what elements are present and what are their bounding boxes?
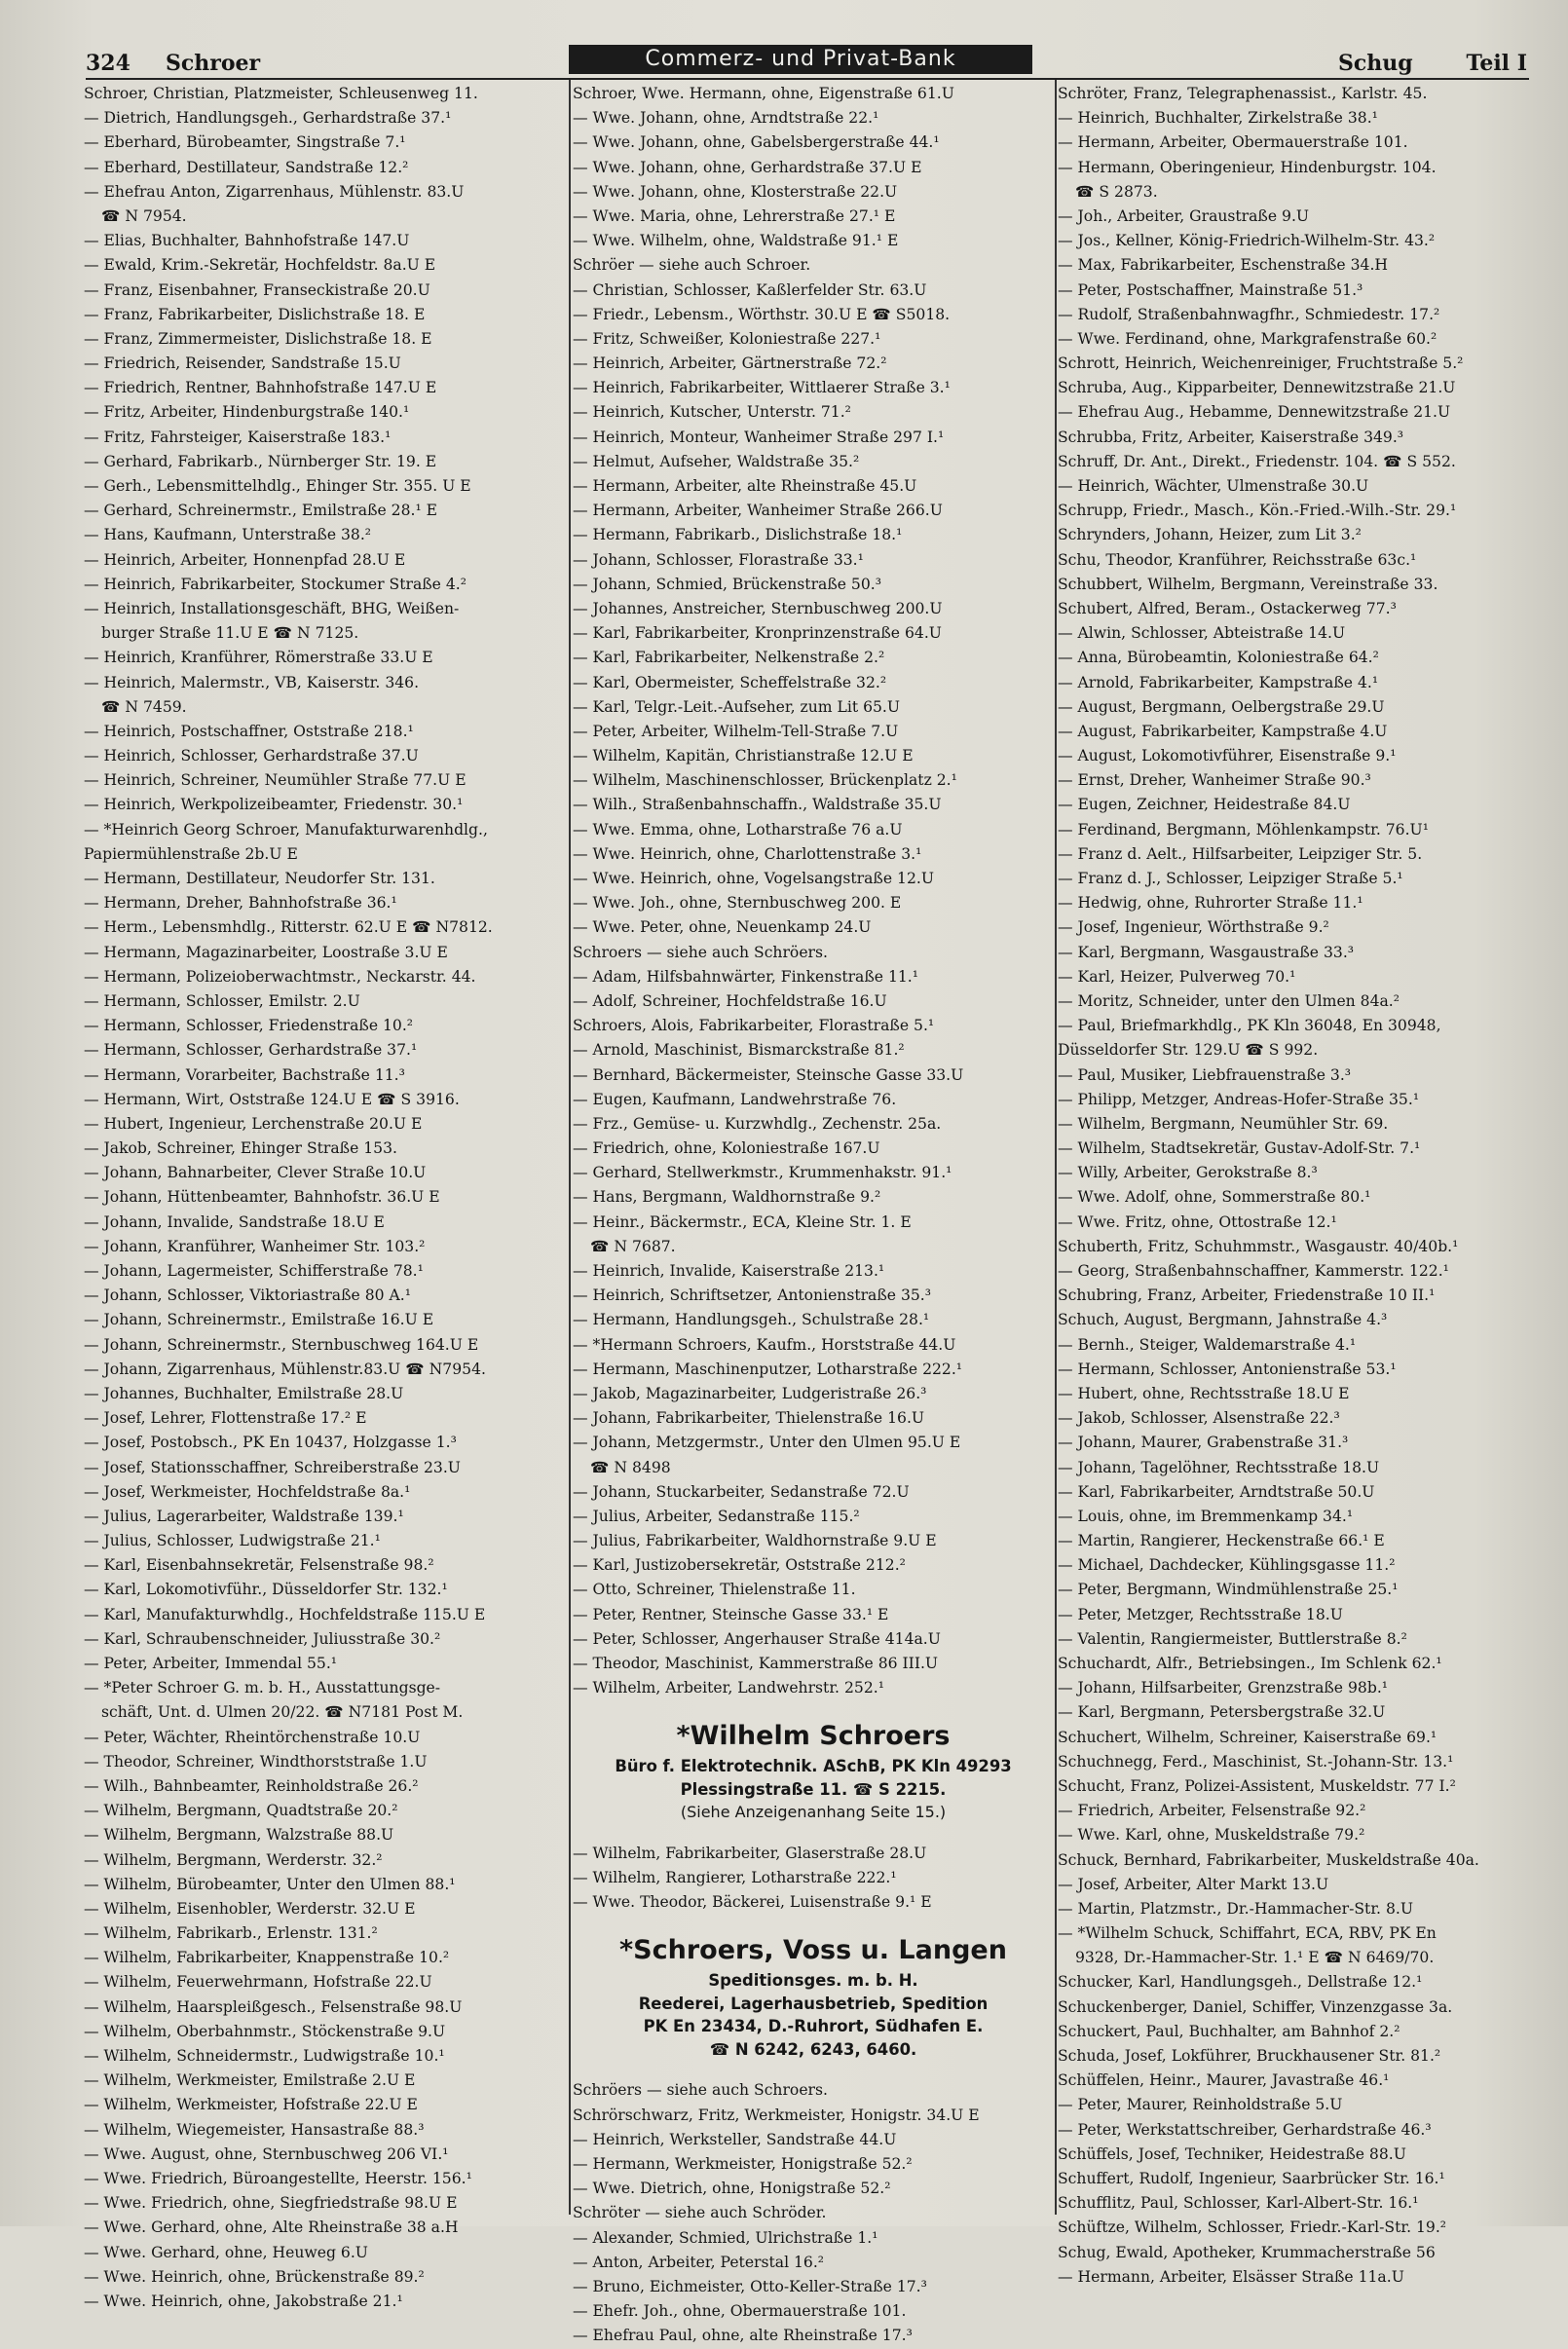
- directory-entry: — Ehefrau Paul, ohne, alte Rheinstraße 17.³: [573, 2327, 913, 2345]
- directory-entry: Schroers — siehe auch Schröers.: [573, 943, 828, 961]
- directory-entry: — Karl, Manufakturwhdlg., Hochfeldstraße 115.U E: [84, 1605, 486, 1623]
- directory-entry: — Wwe. Gerhard, ohne, Heuweg 6.U: [84, 2243, 368, 2261]
- directory-entry: — Dietrich, Handlungsgeh., Gerhardstraße 37.¹: [84, 109, 452, 128]
- directory-entry: — Heinrich, Schreiner, Neumühler Straße 77.U E: [84, 771, 467, 790]
- directory-entry: — Moritz, Schneider, unter den Ulmen 84a.²: [1058, 991, 1400, 1010]
- column-2-top: [573, 82, 1054, 1700]
- directory-entry: — Josef, Stationsschaffner, Schreiberstraße 23.U: [84, 1458, 461, 1476]
- directory-entry: — Martin, Rangierer, Heckenstraße 66.¹ E: [1058, 1532, 1385, 1550]
- directory-entry: — Wilh., Straßenbahnschaffn., Waldstraße 35.U: [573, 796, 942, 814]
- directory-entry: — Hermann, Vorarbeiter, Bachstraße 11.³: [84, 1065, 405, 1084]
- advert-wilhelm-schroers: [573, 1718, 1054, 1824]
- directory-entry: — Peter, Maurer, Reinholdstraße 5.U: [1058, 2096, 1343, 2114]
- column-rule-1: [569, 80, 571, 2215]
- directory-entry: — Paul, Musiker, Liebfrauenstraße 3.³: [1058, 1065, 1352, 1084]
- directory-entry: — Josef, Arbeiter, Alter Markt 13.U: [1058, 1875, 1329, 1893]
- directory-entry: burger Straße 11.U E ☎ N 7125.: [101, 624, 359, 643]
- directory-entry: — Theodor, Schreiner, Windthorststraße 1.U: [84, 1752, 428, 1771]
- directory-entry: — Wilhelm, Bergmann, Walzstraße 88.U: [84, 1826, 394, 1845]
- directory-entry: — *Hermann Schroers, Kaufm., Horststraße 44.U: [573, 1335, 956, 1354]
- directory-entry: — Friedrich, Reisender, Sandstraße 15.U: [84, 354, 401, 373]
- directory-entry: — Peter, Postschaffner, Mainstraße 51.³: [1058, 280, 1363, 299]
- directory-entry: — Adolf, Schreiner, Hochfeldstraße 16.U: [573, 991, 887, 1010]
- directory-entry: — Heinrich, Installationsgeschäft, BHG, Weißen-: [84, 599, 460, 617]
- directory-entry: Schroers, Alois, Fabrikarbeiter, Florastraße 5.¹: [573, 1017, 935, 1035]
- directory-entry: — Peter, Metzger, Rechtsstraße 18.U: [1058, 1605, 1343, 1623]
- directory-entry: Schüffelen, Heinr., Maurer, Javastraße 46.¹: [1058, 2071, 1390, 2090]
- directory-entry: — Josef, Ingenieur, Wörthstraße 9.²: [1058, 918, 1329, 937]
- directory-entry: — Peter, Wächter, Rheintörchenstraße 10.U: [84, 1728, 421, 1746]
- directory-entry: — Valentin, Rangiermeister, Buttlerstraße 8.²: [1058, 1629, 1407, 1648]
- directory-entry: — Karl, Telgr.-Leit.-Aufseher, zum Lit 65.U: [573, 697, 901, 716]
- directory-entry: — Wwe. Ferdinand, ohne, Markgrafenstraße 60.²: [1058, 329, 1437, 348]
- directory-entry: — Hermann, Maschinenputzer, Lotharstraße 222.¹: [573, 1360, 963, 1378]
- directory-entry: — Otto, Schreiner, Thielenstraße 11.: [573, 1581, 856, 1599]
- directory-entry: Schuckert, Paul, Buchhalter, am Bahnhof 2.²: [1058, 2022, 1400, 2040]
- directory-entry: — Wwe. Friedrich, ohne, Siegfriedstraße 98.U E: [84, 2194, 458, 2213]
- directory-entry: — Heinr., Bäckermstr., ECA, Kleine Str. 1. E: [573, 1212, 912, 1231]
- directory-entry: Schucht, Franz, Polizei-Assistent, Muskeldstr. 77 I.²: [1058, 1776, 1456, 1795]
- directory-entry: Schroer, Christian, Platzmeister, Schleusenweg 11.: [84, 85, 478, 102]
- directory-entry: — Frz., Gemüse- u. Kurzwhdlg., Zechenstr. 25a.: [573, 1114, 942, 1133]
- directory-entry: — Bernhard, Bäckermeister, Steinsche Gasse 33.U: [573, 1065, 964, 1084]
- advert-line: ☎ N 6242, 6243, 6460.: [709, 2039, 917, 2059]
- directory-entry: — Hermann, Dreher, Bahnhofstraße 36.¹: [84, 894, 397, 913]
- bank-banner: Commerz- und Privat-Bank: [569, 45, 1032, 74]
- directory-entry: — Hermann, Destillateur, Neudorfer Str. 131.: [84, 870, 435, 887]
- directory-entry: — Peter, Werkstattschreiber, Gerhardstraße 46.³: [1058, 2120, 1432, 2139]
- directory-entry: — Heinrich, Malermstr., VB, Kaiserstr. 346.: [84, 673, 420, 691]
- directory-entry: — Ernst, Dreher, Wanheimer Straße 90.³: [1058, 771, 1371, 790]
- directory-entry: — Wilhelm, Rangierer, Lotharstraße 222.¹: [573, 1869, 897, 1887]
- column-rule-2: [1055, 80, 1057, 2215]
- directory-entry: — Wwe. Heinrich, ohne, Charlottenstraße 3.¹: [573, 844, 922, 863]
- directory-entry: — Heinrich, Buchhalter, Zirkelstraße 38.¹: [1058, 109, 1378, 128]
- directory-entry: — Johann, Hilfsarbeiter, Grenzstraße 98b.¹: [1058, 1679, 1389, 1697]
- directory-entry: — Johann, Schlosser, Viktoriastraße 80 A.¹: [84, 1286, 411, 1305]
- directory-entry: — Heinrich, Wächter, Ulmenstraße 30.U: [1058, 477, 1369, 495]
- directory-entry: — Hedwig, ohne, Ruhrorter Straße 11.¹: [1058, 894, 1363, 913]
- directory-entry: — Wwe. Johann, ohne, Arndtstraße 22.¹: [573, 109, 879, 128]
- directory-entry: — Johann, Hüttenbeamter, Bahnhofstr. 36.U E: [84, 1188, 440, 1207]
- directory-entry: — Wwe. Fritz, ohne, Ottostraße 12.¹: [1058, 1212, 1337, 1231]
- directory-entry: — Johannes, Anstreicher, Sternbuschweg 200.U: [573, 599, 943, 617]
- directory-entry: — Johannes, Buchhalter, Emilstraße 28.U: [84, 1384, 404, 1402]
- directory-entry: — Karl, Bergmann, Wasgaustraße 33.³: [1058, 943, 1355, 961]
- directory-entry: — Martin, Platzmstr., Dr.-Hammacher-Str. 8.U: [1058, 1899, 1413, 1918]
- part-label: Teil I: [1466, 51, 1527, 76]
- directory-entry: Schuchardt, Alfr., Betriebsingen., Im Schlenk 62.¹: [1058, 1655, 1442, 1672]
- advert-line: PK En 23434, D.-Ruhrort, Südhafen E.: [643, 2017, 984, 2036]
- directory-entry: — Wilhelm, Werkmeister, Hofstraße 22.U E: [84, 2096, 418, 2114]
- directory-entry: — Josef, Lehrer, Flottenstraße 17.² E: [84, 1409, 367, 1428]
- directory-entry: — Alwin, Schlosser, Abteistraße 14.U: [1058, 624, 1346, 643]
- ad-spacer: [573, 1700, 1054, 1718]
- directory-entry: — Heinrich, Monteur, Wanheimer Straße 297 I.¹: [573, 428, 945, 446]
- directory-entry: — Karl, Eisenbahnsekretär, Felsenstraße 98.²: [84, 1556, 434, 1575]
- directory-entry: — Arnold, Maschinist, Bismarckstraße 81.²: [573, 1041, 905, 1060]
- directory-entry: — Johann, Tagelöhner, Rechtsstraße 18.U: [1058, 1458, 1380, 1476]
- directory-entry: — Julius, Arbeiter, Sedanstraße 115.²: [573, 1507, 860, 1525]
- directory-entry: — Wilhelm, Werkmeister, Emilstraße 2.U E: [84, 2071, 416, 2090]
- directory-entry: Schröer — siehe auch Schroer.: [573, 256, 811, 275]
- directory-entry: — Karl, Justizobersekretär, Oststraße 212.²: [573, 1556, 906, 1575]
- directory-entry: Schubring, Franz, Arbeiter, Friedenstraße 10 II.¹: [1058, 1286, 1436, 1305]
- directory-entry: — Willy, Arbeiter, Gerokstraße 8.³: [1058, 1164, 1318, 1182]
- column-2-bottom: [573, 2078, 1054, 2348]
- directory-entry: — Wwe. Adolf, ohne, Sommerstraße 80.¹: [1058, 1188, 1371, 1207]
- directory-entry: — Wilhelm, Arbeiter, Landwehrstr. 252.¹: [573, 1679, 884, 1697]
- directory-entry: — Theodor, Maschinist, Kammerstraße 86 III.U: [573, 1655, 939, 1672]
- directory-entry: — Heinrich, Werkpolizeibeamter, Friedenstr. 30.¹: [84, 796, 464, 814]
- directory-entry: — Hubert, ohne, Rechtsstraße 18.U E: [1058, 1384, 1350, 1402]
- directory-entry: — Friedr., Lebensm., Wörthstr. 30.U E ☎ S5018.: [573, 305, 951, 323]
- directory-entry: ☎ N 8498: [590, 1458, 671, 1476]
- directory-entry: — Heinrich, Schlosser, Gerhardstraße 37.U: [84, 747, 419, 765]
- directory-entry: — Wwe. Karl, ohne, Muskeldstraße 79.²: [1058, 1826, 1365, 1845]
- directory-entry: — Heinrich, Invalide, Kaiserstraße 213.¹: [573, 1262, 885, 1280]
- directory-entry: — Peter, Rentner, Steinsche Gasse 33.¹ E: [573, 1605, 889, 1623]
- directory-entry: — Hermann, Schlosser, Friedenstraße 10.²: [84, 1017, 414, 1035]
- directory-entry: Düsseldorfer Str. 129.U ☎ S 992.: [1058, 1041, 1319, 1060]
- directory-entry: — Johann, Schreinermstr., Sternbuschweg 164.U E: [84, 1335, 479, 1354]
- directory-entry: — Wwe. Johann, ohne, Gabelsbergerstraße 44.¹: [573, 133, 940, 152]
- directory-entry: — Karl, Bergmann, Petersbergstraße 32.U: [1058, 1703, 1386, 1722]
- directory-entry: — Wwe. Friedrich, Büroangestellte, Heerstr. 156.¹: [84, 2169, 472, 2187]
- directory-entry: ☎ N 7954.: [101, 206, 187, 225]
- page-header: [86, 45, 1527, 80]
- directory-entry: Schrott, Heinrich, Weichenreiniger, Fruchtstraße 5.²: [1058, 354, 1464, 373]
- directory-entry: — Wwe. Emma, ohne, Lotharstraße 76 a.U: [573, 820, 903, 839]
- directory-entry: — Gerh., Lebensmittelhdlg., Ehinger Str. 355. U E: [84, 477, 471, 495]
- directory-entry: — Josef, Werkmeister, Hochfeldstraße 8a.¹: [84, 1482, 411, 1501]
- directory-entry: — Heinrich, Kutscher, Unterstr. 71.²: [573, 403, 851, 422]
- directory-entry: — Heinrich, Arbeiter, Honnenpfad 28.U E: [84, 550, 406, 569]
- directory-entry: — Wwe. Theodor, Bäckerei, Luisenstraße 9.¹ E: [573, 1893, 932, 1912]
- directory-entry: — Wilh., Bahnbeamter, Reinholdstraße 26.²: [84, 1776, 419, 1795]
- directory-entry: — Rudolf, Straßenbahnwagfhr., Schmiedestr. 17.²: [1058, 305, 1440, 323]
- directory-entry: — Joh., Arbeiter, Graustraße 9.U: [1058, 206, 1310, 225]
- directory-entry: — Eberhard, Destillateur, Sandstraße 12.²: [84, 158, 409, 176]
- directory-entry: — Ehefrau Anton, Zigarrenhaus, Mühlenstr. 83.U: [84, 182, 465, 201]
- directory-entry: — Wilhelm, Haarspleißgesch., Felsenstraße 98.U: [84, 1997, 463, 2016]
- directory-entry: — Wilhelm, Bergmann, Neumühler Str. 69.: [1058, 1114, 1389, 1133]
- directory-entry: Schruba, Aug., Kipparbeiter, Dennewitzstraße 21.U: [1058, 379, 1456, 397]
- directory-entry: Schuckenberger, Daniel, Schiffer, Vinzenzgasse 3a.: [1058, 1997, 1453, 2016]
- directory-entry: — Eugen, Kaufmann, Landwehrstraße 76.: [573, 1090, 897, 1108]
- directory-entry: — Wwe. Johann, ohne, Klosterstraße 22.U: [573, 182, 898, 201]
- directory-entry: — Wilhelm, Bergmann, Werderstr. 32.²: [84, 1850, 383, 1869]
- directory-entry: — Wilhelm, Wiegemeister, Hansastraße 88.³: [84, 2120, 425, 2139]
- directory-entry: — Hermann, Arbeiter, Elsässer Straße 11a.U: [1058, 2267, 1404, 2286]
- directory-entry: Schug, Ewald, Apotheker, Krummacherstraße 56: [1058, 2243, 1436, 2261]
- directory-entry: — Fritz, Fahrsteiger, Kaiserstraße 183.¹: [84, 428, 392, 446]
- directory-entry: — Arnold, Fabrikarbeiter, Kampstraße 4.¹: [1058, 673, 1379, 691]
- directory-entry: — Hermann, Oberingenieur, Hindenburgstr. 104.: [1058, 158, 1437, 176]
- directory-entry: Schuchnegg, Ferd., Maschinist, St.-Johann-Str. 13.¹: [1058, 1752, 1454, 1771]
- directory-entry: ☎ N 7459.: [101, 697, 187, 716]
- directory-entry: — Hermann, Werkmeister, Honigstraße 52.²: [573, 2155, 913, 2173]
- directory-entry: — Hermann, Schlosser, Gerhardstraße 37.¹: [84, 1041, 418, 1060]
- directory-entry: — Hermann, Magazinarbeiter, Loostraße 3.U E: [84, 943, 448, 961]
- directory-entry: — Adam, Hilfsbahnwärter, Finkenstraße 11.¹: [573, 967, 918, 986]
- directory-entry: Schuda, Josef, Lokführer, Bruckhausener Str. 81.²: [1058, 2047, 1441, 2065]
- directory-entry: — Johann, Fabrikarbeiter, Thielenstraße 16.U: [573, 1409, 925, 1428]
- directory-entry: — Wwe. August, ohne, Sternbuschweg 206 VI.¹: [84, 2144, 449, 2163]
- directory-entry: Schuchert, Wilhelm, Schreiner, Kaiserstraße 69.¹: [1058, 1728, 1437, 1746]
- directory-entry: — Wwe. Gerhard, ohne, Alte Rheinstraße 38 a.H: [84, 2218, 459, 2237]
- directory-entry: — Heinrich, Schriftsetzer, Antonienstraße 35.³: [573, 1286, 932, 1305]
- directory-entry: — Wilhelm, Bürobeamter, Unter den Ulmen 88.¹: [84, 1875, 456, 1893]
- ad-spacer: [573, 2061, 1054, 2078]
- directory-entry: — Franz d. J., Schlosser, Leipziger Straße 5.¹: [1058, 870, 1403, 887]
- directory-entry: — Heinrich, Arbeiter, Gärtnerstraße 72.²: [573, 354, 887, 373]
- directory-entry: — Eberhard, Bürobeamter, Singstraße 7.¹: [84, 133, 406, 152]
- ad-spacer: [573, 1915, 1054, 1932]
- directory-entry: — Wilhelm, Bergmann, Quadtstraße 20.²: [84, 1802, 398, 1820]
- directory-entry: — Peter, Arbeiter, Wilhelm-Tell-Straße 7.U: [573, 722, 899, 740]
- directory-entry: — Heinrich, Kranführer, Römerstraße 33.U E: [84, 649, 433, 667]
- advert-title: *Wilhelm Schroers: [676, 1721, 951, 1752]
- directory-entry: — Paul, Briefmarkhdlg., PK Kln 36048, En 30948,: [1058, 1017, 1441, 1035]
- directory-entry: — Wwe. Heinrich, ohne, Brückenstraße 89.²: [84, 2267, 425, 2286]
- directory-entry: — Friedrich, ohne, Koloniestraße 167.U: [573, 1139, 880, 1158]
- directory-entry: — Fritz, Schweißer, Koloniestraße 227.¹: [573, 329, 881, 348]
- header-rule: [86, 78, 1529, 80]
- directory-entry: Schröers — siehe auch Schroers.: [573, 2081, 828, 2100]
- directory-entry: — August, Lokomotivführer, Eisenstraße 9.¹: [1058, 747, 1397, 765]
- directory-entry: — Hans, Kaufmann, Unterstraße 38.²: [84, 526, 372, 544]
- directory-entry: — August, Fabrikarbeiter, Kampstraße 4.U: [1058, 722, 1388, 740]
- directory-entry: — Johann, Stuckarbeiter, Sedanstraße 72.U: [573, 1482, 910, 1501]
- directory-entry: — Franz, Fabrikarbeiter, Dislichstraße 18. E: [84, 305, 426, 323]
- directory-entry: Schuberth, Fritz, Schuhmmstr., Wasgaustr. 40/40b.¹: [1058, 1237, 1459, 1255]
- directory-entry: Schrupp, Friedr., Masch., Kön.-Fried.-Wilh.-Str. 29.¹: [1058, 502, 1457, 520]
- directory-entry: — Karl, Fabrikarbeiter, Arndtstraße 50.U: [1058, 1482, 1375, 1501]
- advert-line: Plessingstraße 11. ☎ S 2215.: [680, 1779, 947, 1799]
- directory-entry: — Hermann, Schlosser, Emilstr. 2.U: [84, 991, 360, 1010]
- directory-entry: Papiermühlenstraße 2b.U E: [84, 844, 298, 863]
- directory-entry: — Ehefr. Joh., ohne, Obermauerstraße 101.: [573, 2302, 907, 2321]
- directory-entry: — Peter, Bergmann, Windmühlenstraße 25.¹: [1058, 1581, 1399, 1599]
- directory-entry: — Wilhelm, Schneidermstr., Ludwigstraße 10.¹: [84, 2047, 445, 2065]
- directory-entry: — Anna, Bürobeamtin, Koloniestraße 64.²: [1058, 649, 1379, 667]
- directory-entry: — Hermann, Wirt, Oststraße 124.U E ☎ S 3916.: [84, 1090, 460, 1108]
- directory-entry: Schuck, Bernhard, Fabrikarbeiter, Muskeldstraße 40a.: [1058, 1850, 1479, 1869]
- directory-entry: schäft, Unt. d. Ulmen 20/22. ☎ N7181 Post M.: [101, 1703, 464, 1722]
- directory-entry: — Hermann, Fabrikarb., Dislichstraße 18.¹: [573, 526, 903, 544]
- directory-entry: — Bernh., Steiger, Waldemarstraße 4.¹: [1058, 1335, 1357, 1354]
- directory-entry: — Gerhard, Schreinermstr., Emilstraße 28.¹ E: [84, 502, 438, 520]
- page-number: 324: [86, 51, 131, 76]
- directory-entry: — Bruno, Eichmeister, Otto-Keller-Straße 17.³: [573, 2277, 927, 2295]
- directory-entry: — Alexander, Schmied, Ulrichstraße 1.¹: [573, 2228, 878, 2247]
- directory-entry: Schuffert, Rudolf, Ingenieur, Saarbrücker Str. 16.¹: [1058, 2169, 1445, 2187]
- directory-entry: — Karl, Schraubenschneider, Juliusstraße 30.²: [84, 1629, 441, 1648]
- directory-entry: — Wilhelm, Oberbahnmstr., Stöckenstraße 9.U: [84, 2022, 446, 2040]
- directory-entry: — Wilhelm, Kapitän, Christianstraße 12.U E: [573, 747, 914, 765]
- directory-entry: — Heinrich, Postschaffner, Oststraße 218.¹: [84, 722, 414, 740]
- directory-entry: Schufflitz, Paul, Schlosser, Karl-Albert-Str. 16.¹: [1058, 2194, 1419, 2213]
- directory-entry: — Wwe. Joh., ohne, Sternbuschweg 200. E: [573, 894, 902, 913]
- directory-entry: — Wwe. Maria, ohne, Lehrerstraße 27.¹ E: [573, 206, 896, 225]
- directory-entry: — Johann, Zigarrenhaus, Mühlenstr.83.U ☎ N7954.: [84, 1360, 486, 1378]
- directory-entry: — Wwe. Peter, ohne, Neuenkamp 24.U: [573, 918, 872, 937]
- directory-entry: — Max, Fabrikarbeiter, Eschenstraße 34.H: [1058, 256, 1389, 275]
- directory-entry: — Hans, Bergmann, Waldhornstraße 9.²: [573, 1188, 881, 1207]
- advert-line: Büro f. Elektrotechnik. ASchB, PK Kln 49293: [615, 1757, 1012, 1776]
- directory-entry: — Josef, Postobsch., PK En 10437, Holzgasse 1.³: [84, 1434, 457, 1452]
- directory-entry: — August, Bergmann, Oelbergstraße 29.U: [1058, 697, 1385, 716]
- directory-entry: — Heinrich, Werksteller, Sandstraße 44.U: [573, 2130, 897, 2148]
- directory-entry: — Elias, Buchhalter, Bahnhofstraße 147.U: [84, 232, 410, 250]
- directory-entry: — Wilhelm, Fabrikarbeiter, Knappenstraße 10.²: [84, 1949, 450, 1967]
- directory-entry: — Wwe. Dietrich, ohne, Honigstraße 52.²: [573, 2180, 891, 2198]
- directory-entry: — Eugen, Zeichner, Heidestraße 84.U: [1058, 796, 1351, 814]
- directory-entry: — Jakob, Magazinarbeiter, Ludgeristraße 26.³: [573, 1384, 927, 1402]
- directory-entry: — Gerhard, Stellwerkmstr., Krummenhakstr. 91.¹: [573, 1164, 952, 1182]
- directory-entry: — Hermann, Schlosser, Antonienstraße 53.¹: [1058, 1360, 1397, 1378]
- directory-entry: — Anton, Arbeiter, Peterstal 16.²: [573, 2253, 825, 2271]
- ad-spacer: [573, 1824, 1054, 1842]
- directory-entry: — Franz, Eisenbahner, Franseckistraße 20.U: [84, 280, 430, 299]
- directory-entry: — Peter, Schlosser, Angerhauser Straße 414a.U: [573, 1629, 941, 1648]
- directory-entry: — Hermann, Arbeiter, alte Rheinstraße 45.U: [573, 477, 917, 495]
- directory-entry: — Hubert, Ingenieur, Lerchenstraße 20.U E: [84, 1114, 423, 1133]
- directory-entry: Schu, Theodor, Kranführer, Reichsstraße 63c.¹: [1058, 550, 1417, 569]
- running-head-right: Schug: [1338, 51, 1413, 76]
- column-2: [573, 82, 1054, 2345]
- advert-schroers-voss-langen: [573, 1932, 1054, 2061]
- directory-entry: — Helmut, Aufseher, Waldstraße 35.²: [573, 452, 860, 470]
- directory-entry: — Johann, Lagermeister, Schifferstraße 78.¹: [84, 1262, 424, 1280]
- directory-entry: — Gerhard, Fabrikarb., Nürnberger Str. 19. E: [84, 452, 437, 470]
- directory-entry: — Jos., Kellner, König-Friedrich-Wilhelm-Str. 43.²: [1058, 232, 1436, 250]
- directory-entry: — Hermann, Arbeiter, Wanheimer Straße 266.U: [573, 502, 943, 520]
- directory-entry: — Karl, Heizer, Pulverweg 70.¹: [1058, 967, 1296, 986]
- directory-entry: Schrörschwarz, Fritz, Werkmeister, Honigstr. 34.U E: [573, 2106, 980, 2124]
- directory-entry: — Johann, Schlosser, Florastraße 33.¹: [573, 550, 864, 569]
- directory-entry: — Wilhelm, Fabrikarb., Erlenstr. 131.²: [84, 1924, 378, 1943]
- directory-entry: — Jakob, Schlosser, Alsenstraße 22.³: [1058, 1409, 1340, 1428]
- directory-entry: — Franz d. Aelt., Hilfsarbeiter, Leipziger Str. 5.: [1058, 844, 1423, 863]
- directory-entry: — Ferdinand, Bergmann, Möhlenkampstr. 76.U¹: [1058, 820, 1429, 839]
- column-1: [84, 82, 567, 2310]
- directory-entry: Schruff, Dr. Ant., Direkt., Friedenstr. 104. ☎ S 552.: [1058, 452, 1456, 470]
- directory-entry: ☎ N 7687.: [590, 1237, 676, 1255]
- directory-entry: — Heinrich, Fabrikarbeiter, Wittlaerer Straße 3.¹: [573, 379, 951, 397]
- directory-entry: Schrynders, Johann, Heizer, zum Lit 3.²: [1058, 526, 1362, 544]
- directory-entry: — Wwe. Heinrich, ohne, Vogelsangstraße 12.U: [573, 870, 934, 887]
- directory-entry: Schroer, Wwe. Hermann, ohne, Eigenstraße 61.U: [573, 85, 954, 102]
- directory-entry: — *Wilhelm Schuck, Schiffahrt, ECA, RBV, PK En: [1058, 1924, 1437, 1943]
- directory-entry: — Wwe. Johann, ohne, Gerhardstraße 37.U E: [573, 158, 922, 176]
- directory-entry: — Christian, Schlosser, Kaßlerfelder Str. 63.U: [573, 280, 927, 299]
- directory-entry: — Ehefrau Aug., Hebamme, Dennewitzstraße 21.U: [1058, 403, 1451, 422]
- directory-entry: — Michael, Dachdecker, Kühlingsgasse 11.²: [1058, 1556, 1396, 1575]
- directory-entry: Schröter, Franz, Telegraphenassist., Karlstr. 45.: [1058, 85, 1428, 102]
- directory-entry: — *Peter Schroer G. m. b. H., Ausstattungsge-: [84, 1679, 441, 1697]
- column-3: [1058, 82, 1531, 2286]
- directory-entry: — Johann, Invalide, Sandstraße 18.U E: [84, 1212, 385, 1231]
- directory-entry: — Hermann, Handlungsgeh., Schulstraße 28.¹: [573, 1311, 930, 1329]
- advert-line: Reederei, Lagerhausbetrieb, Spedition: [638, 1994, 989, 2013]
- directory-entry: — Wilhelm, Feuerwehrmann, Hofstraße 22.U: [84, 1973, 432, 1992]
- directory-entry: — Wwe. Wilhelm, ohne, Waldstraße 91.¹ E: [573, 232, 899, 250]
- directory-entry: Schucker, Karl, Handlungsgeh., Dellstraße 12.¹: [1058, 1973, 1423, 1992]
- directory-entry: — Karl, Fabrikarbeiter, Kronprinzenstraße 64.U: [573, 624, 942, 643]
- directory-entry: Schrubba, Fritz, Arbeiter, Kaiserstraße 349.³: [1058, 428, 1404, 446]
- directory-entry: — Johann, Maurer, Grabenstraße 31.³: [1058, 1434, 1349, 1452]
- directory-entry: ☎ S 2873.: [1075, 182, 1158, 201]
- directory-entry: — Philipp, Metzger, Andreas-Hofer-Straße 35.¹: [1058, 1090, 1420, 1108]
- directory-entry: Schubert, Alfred, Beram., Ostackerweg 77.³: [1058, 599, 1397, 617]
- directory-entry: — Friedrich, Rentner, Bahnhofstraße 147.U E: [84, 379, 437, 397]
- directory-entry: — Wilhelm, Eisenhobler, Werderstr. 32.U E: [84, 1899, 416, 1918]
- directory-entry: — Wilhelm, Fabrikarbeiter, Glaserstraße 28.U: [573, 1844, 927, 1862]
- directory-entry: — Wilhelm, Stadtsekretär, Gustav-Adolf-Str. 7.¹: [1058, 1139, 1421, 1158]
- directory-entry: — Karl, Obermeister, Scheffelstraße 32.²: [573, 673, 887, 691]
- directory-entry: — Jakob, Schreiner, Ehinger Straße 153.: [84, 1139, 397, 1158]
- directory-entry: — Johann, Bahnarbeiter, Clever Straße 10.U: [84, 1164, 427, 1182]
- directory-entry: — Wwe. Heinrich, ohne, Jakobstraße 21.¹: [84, 2292, 403, 2310]
- directory-entry: — Karl, Lokomotivführ., Düsseldorfer Str. 132.¹: [84, 1581, 448, 1599]
- advert-line: (Siehe Anzeigenanhang Seite 15.): [680, 1803, 947, 1822]
- directory-entry: — Ewald, Krim.-Sekretär, Hochfeldstr. 8a.U E: [84, 256, 436, 275]
- advert-title: *Schroers, Voss u. Langen: [619, 1935, 1007, 1966]
- directory-entry: — Karl, Fabrikarbeiter, Nelkenstraße 2.²: [573, 649, 885, 667]
- directory-entry: — Julius, Schlosser, Ludwigstraße 21.¹: [84, 1532, 381, 1550]
- running-head-left: Schroer: [166, 51, 261, 76]
- directory-entry: — Hermann, Arbeiter, Obermauerstraße 101.: [1058, 133, 1408, 152]
- directory-entry: — Johann, Metzgermstr., Unter den Ulmen 95.U E: [573, 1434, 961, 1452]
- directory-entry: — Peter, Arbeiter, Immendal 55.¹: [84, 1655, 338, 1672]
- directory-entry: — Herm., Lebensmhdlg., Ritterstr. 62.U E ☎ N7812.: [84, 918, 493, 937]
- directory-entry: — Julius, Lagerarbeiter, Waldstraße 139.¹: [84, 1507, 404, 1525]
- directory-entry: Schüffels, Josef, Techniker, Heidestraße 88.U: [1058, 2144, 1406, 2163]
- directory-entry: 9328, Dr.-Hammacher-Str. 1.¹ E ☎ N 6469/70.: [1075, 1949, 1435, 1967]
- directory-entry: Schüftze, Wilhelm, Schlosser, Friedr.-Karl-Str. 19.²: [1058, 2218, 1447, 2237]
- directory-entry: — Heinrich, Fabrikarbeiter, Stockumer Straße 4.²: [84, 575, 467, 593]
- column-2-mid: [573, 1842, 1054, 1916]
- directory-entry: — Hermann, Polizeioberwachtmstr., Neckarstr. 44.: [84, 967, 476, 986]
- directory-entry: — Johann, Schreinermstr., Emilstraße 16.U E: [84, 1311, 434, 1329]
- directory-entry: — Johann, Kranführer, Wanheimer Str. 103.²: [84, 1237, 426, 1255]
- directory-entry: — Wilhelm, Maschinenschlosser, Brückenplatz 2.¹: [573, 771, 957, 790]
- directory-entry: Schubbert, Wilhelm, Bergmann, Vereinstraße 33.: [1058, 575, 1438, 593]
- directory-entry: Schuch, August, Bergmann, Jahnstraße 4.³: [1058, 1311, 1388, 1329]
- directory-entry: — Julius, Fabrikarbeiter, Waldhornstraße 9.U E: [573, 1532, 937, 1550]
- directory-entry: — Johann, Schmied, Brückenstraße 50.³: [573, 575, 881, 593]
- advert-line: Speditionsges. m. b. H.: [708, 1971, 918, 1991]
- directory-entry: — Louis, ohne, im Bremmenkamp 34.¹: [1058, 1507, 1354, 1525]
- directory-entry: — Fritz, Arbeiter, Hindenburgstraße 140.¹: [84, 403, 410, 422]
- directory-entry: Schröter — siehe auch Schröder.: [573, 2204, 827, 2222]
- directory-entry: — Franz, Zimmermeister, Dislichstraße 18. E: [84, 329, 432, 348]
- directory-entry: — Georg, Straßenbahnschaffner, Kammerstr. 122.¹: [1058, 1262, 1449, 1280]
- directory-entry: — Friedrich, Arbeiter, Felsenstraße 92.²: [1058, 1802, 1366, 1820]
- directory-entry: — *Heinrich Georg Schroer, Manufakturwarenhdlg.,: [84, 820, 488, 839]
